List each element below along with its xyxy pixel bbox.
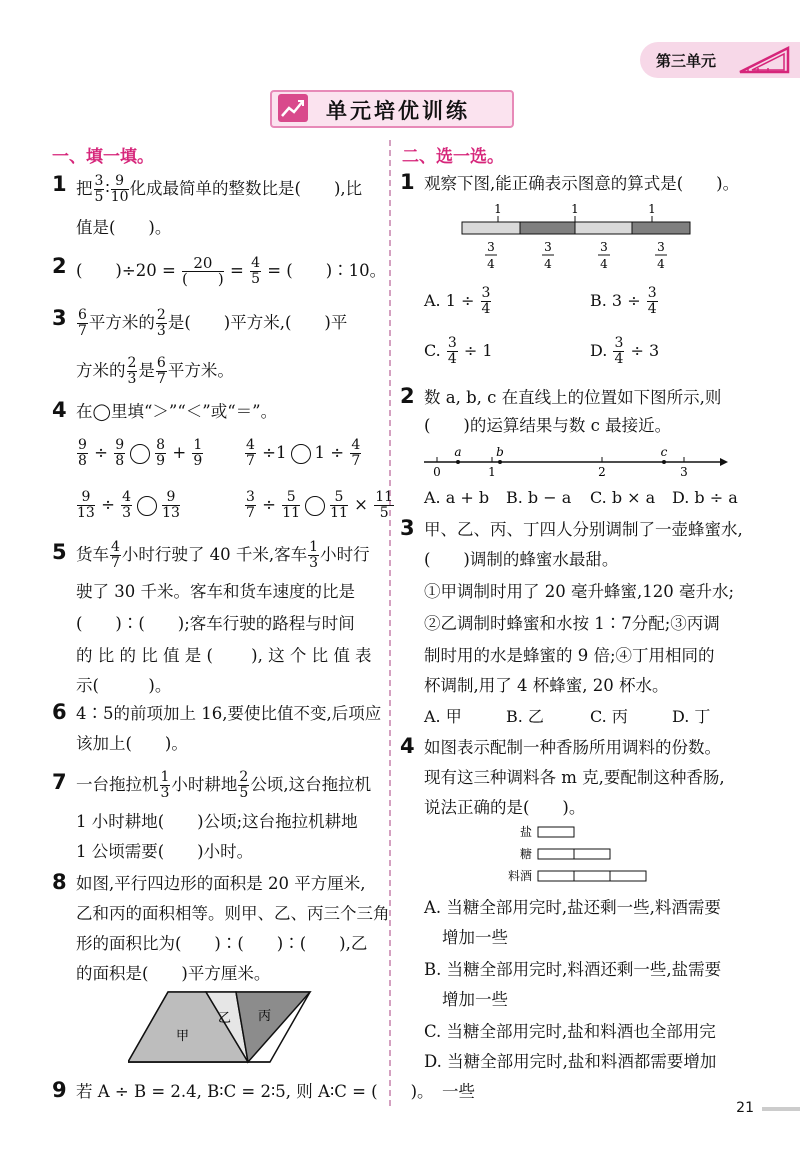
ingredient-bar-part (610, 871, 646, 881)
r-q1-option-d[interactable]: D. $\frac{3}{4}$ ÷ 3 (590, 335, 660, 367)
question-number: 9 (52, 1078, 67, 1102)
r-q3-option-c[interactable]: C. 丙 (590, 707, 628, 726)
label-one: 1 (494, 202, 502, 216)
q8-line4: 的面积是( )平方厘米。 (76, 964, 271, 983)
question-number: 3 (400, 516, 415, 540)
point-label: b (496, 446, 504, 459)
r-q3-line1: 甲、乙、丙、丁四人分别调制了一壶蜂蜜水, (424, 520, 743, 539)
frac-num: 3 (487, 240, 495, 254)
q3-line2: 方米的 $\frac{2}{3}$ 是 $\frac{6}{7}$ 平方米。 (76, 355, 234, 387)
q1-line2: 值是( )。 (76, 218, 172, 237)
section-multiple-choice: 二、选一选。 (402, 147, 504, 167)
q5-line4: 的 比 的 比 值 是 ( ), 这 个 比 值 表 (76, 646, 372, 665)
ingredient-bar-part (574, 871, 610, 881)
r-q2-line2: ( )的运算结果与数 c 最接近。 (424, 416, 672, 435)
page-bar (762, 1107, 800, 1111)
frac-den: 4 (600, 257, 608, 271)
unit-label: 第三单元 (656, 52, 717, 70)
r-q3-line2: ( )调制的蜂蜜水最甜。 (424, 550, 619, 569)
q1-line1: 把 $\frac{3}{5}$ ∶ $\frac{9}{10}$ 化成最简单的整数比是( ),比 (76, 173, 363, 205)
ruler-triangle-icon (736, 44, 796, 76)
compare-circle[interactable] (291, 444, 311, 464)
q5-line1: 货车 $\frac{4}{7}$ 小时行驶了 40 千米,客车 $\frac{1}{3}$ 小时行 (76, 539, 370, 571)
q7-line3: 1 公顷需要( )小时。 (76, 842, 254, 861)
frac-den: 4 (544, 257, 552, 271)
parallelogram-figure (128, 990, 318, 1064)
r-q3-option-b[interactable]: B. 乙 (506, 707, 544, 726)
compare-circle[interactable] (137, 496, 157, 516)
label-yi: 乙 (218, 1011, 232, 1026)
r-q4-option-d-cont: 一些 (442, 1082, 475, 1101)
question-number: 3 (52, 306, 67, 330)
r-q3-line5: 制时用的水是蜂蜜的 9 倍;④丁用相同的 (424, 646, 715, 665)
compare-circle[interactable] (305, 496, 325, 516)
q4-expr-2: $\frac{4}{7}$ ÷1 1 ÷ $\frac{4}{7}$ (246, 437, 361, 469)
r-q2-option-a[interactable]: A. a + b (424, 488, 490, 507)
question-number: 1 (400, 170, 415, 194)
r-q4-option-b-cont: 增加一些 (442, 990, 508, 1009)
q6-line1: 4∶5的前项加上 16,要使比值不变,后项应 (76, 704, 382, 723)
fraction: $\frac{3}{5}$ (94, 173, 104, 205)
q8-line3: 形的面积比为( )∶( )∶( ),乙 (76, 934, 368, 953)
section-fill-in: 一、填一填。 (52, 147, 154, 167)
question-number: 2 (400, 384, 415, 408)
bar-label-salt: 盐 (519, 825, 532, 839)
q4-instruction: 在◯里填“＞”“＜”或“＝”。 (76, 402, 278, 421)
ingredient-bar-part (538, 849, 574, 859)
q5-line3: ( )∶( );客车行驶的路程与时间 (76, 614, 355, 633)
point-label: a (454, 446, 462, 459)
r-q3-line3: ①甲调制时用了 20 毫升蜂蜜,120 毫升水; (424, 582, 735, 601)
r-q4-option-c[interactable]: C. 当糖全部用完时,盐和料酒也全部用完 (424, 1022, 716, 1041)
q2-line1: ( )÷20 = 20 ( ) = $\frac{4}{5}$ = ( )∶10。 (76, 254, 387, 288)
r-q4-line1: 如图表示配制一种香肠所用调料的份数。 (424, 738, 721, 757)
frac-num: 3 (544, 240, 552, 254)
bar-label-sugar: 糖 (519, 847, 532, 861)
label-jia: 甲 (176, 1029, 190, 1044)
r-q4-option-a-cont: 增加一些 (442, 928, 508, 947)
fraction: $\frac{2}{3}$ (156, 307, 166, 339)
q9-line1: 若 A ÷ B = 2.4, B∶C = 2∶5, 则 A∶C = ( )。 (76, 1082, 434, 1101)
fraction: $\frac{4}{5}$ (251, 255, 260, 287)
q8-line2: 乙和丙的面积相等。则甲、乙、丙三个三角 (76, 904, 390, 923)
r-q3-option-d[interactable]: D. 丁 (672, 707, 711, 726)
r-q2-option-c[interactable]: C. b × a (590, 488, 656, 507)
frac-num: 3 (657, 240, 665, 254)
fraction: $\frac{6}{7}$ (78, 307, 87, 339)
question-number: 1 (52, 172, 67, 196)
q4-expr-4: $\frac{3}{7}$ ÷ $\frac{5}{11}$ $\frac{5}{11}$ × $\frac{11}{5}$ (246, 489, 394, 521)
frac-den: 4 (487, 257, 495, 271)
column-divider (389, 140, 391, 1106)
ingredient-bar-part (538, 827, 574, 837)
r-q4-option-b[interactable]: B. 当糖全部用完时,料酒还剩一些,盐需要 (424, 960, 722, 979)
r-q3-option-a[interactable]: A. 甲 (424, 707, 462, 726)
segment-bar-figure (458, 200, 698, 272)
q5-line2: 驶了 30 千米。客车和货车速度的比是 (76, 582, 355, 601)
r-q2-option-b[interactable]: B. b − a (506, 488, 572, 507)
fraction: $\frac{2}{3}$ (127, 355, 137, 387)
r-q4-option-a[interactable]: A. 当糖全部用完时,盐还剩一些,料酒需要 (424, 898, 721, 917)
q4-expr-1: $\frac{9}{8}$ ÷ $\frac{9}{8}$ $\frac{8}{9}$ + $\frac{1}{9}$ (78, 437, 203, 469)
frac-den: 4 (657, 257, 665, 271)
question-number: 4 (52, 398, 67, 422)
question-number: 8 (52, 870, 67, 894)
r-q1-option-b[interactable]: B. 3 ÷ $\frac{3}{4}$ (590, 285, 657, 317)
question-number: 6 (52, 700, 67, 724)
r-q1-option-a[interactable]: A. 1 ÷ $\frac{3}{4}$ (424, 285, 491, 317)
q4-expr-3: $\frac{9}{13}$ ÷ $\frac{4}{3}$ $\frac{9}{13}$ (77, 489, 180, 521)
point-label: c (660, 446, 668, 459)
unit-tab (640, 42, 800, 78)
r-q4-line3: 说法正确的是( )。 (424, 798, 586, 817)
q6-line2: 该加上( )。 (76, 734, 188, 753)
ingredient-bar-part (538, 871, 574, 881)
number-line-figure (420, 446, 730, 480)
tick-label: 1 (488, 465, 496, 479)
compare-circle[interactable] (130, 444, 150, 464)
q8-line1: 如图,平行四边形的面积是 20 平方厘米, (76, 874, 366, 893)
fraction: $\frac{6}{7}$ (156, 355, 166, 387)
q7-line2: 1 小时耕地( )公顷;这台拖拉机耕地 (76, 812, 358, 831)
page-title: 单元培优训练 (326, 99, 470, 123)
fraction: 20 ( ) (182, 254, 224, 288)
r-q1-option-c[interactable]: C. $\frac{3}{4}$ ÷ 1 (424, 335, 493, 367)
page-number: 21 (736, 1100, 754, 1116)
q5-line5: 示( )。 (76, 676, 172, 695)
r-q3-line4: ②乙调制时蜂蜜和水按 1∶7分配;③丙调 (424, 614, 720, 633)
question-number: 4 (400, 734, 415, 758)
label-one: 1 (648, 202, 656, 216)
fraction: $\frac{9}{10}$ (110, 173, 129, 205)
tick-label: 2 (598, 465, 606, 479)
tick-label: 0 (433, 465, 441, 479)
q3-line1: $\frac{6}{7}$ 平方米的 $\frac{2}{3}$ 是( )平方米,( )平 (78, 307, 348, 339)
question-number: 7 (52, 770, 67, 794)
bar-label-wine: 料酒 (507, 869, 532, 883)
r-q2-option-d[interactable]: D. b ÷ a (672, 488, 738, 507)
r-q1-text: 观察下图,能正确表示图意的算式是( )。 (424, 174, 740, 193)
page-title-box (270, 90, 514, 128)
ingredient-bar-figure (496, 822, 656, 888)
r-q4-line2: 现有这三种调料各 m 克,要配制这种香肠, (424, 768, 725, 787)
ingredient-bar-part (574, 849, 610, 859)
r-q4-option-d[interactable]: D. 当糖全部用完时,盐和料酒都需要增加 (424, 1052, 717, 1071)
r-q3-line6: 杯调制,用了 4 杯蜂蜜, 20 杯水。 (424, 676, 669, 695)
frac-num: 3 (600, 240, 608, 254)
q7-line1: 一台拖拉机 $\frac{1}{3}$ 小时耕地 $\frac{2}{5}$ 公顷,这台拖拉机 (76, 769, 372, 801)
chart-trend-icon (278, 94, 308, 122)
question-number: 5 (52, 540, 67, 564)
tick-label: 3 (680, 465, 688, 479)
label-bing: 丙 (258, 1009, 272, 1024)
label-one: 1 (571, 202, 579, 216)
question-number: 2 (52, 254, 67, 278)
r-q2-line1: 数 a, b, c 在直线上的位置如下图所示,则 (424, 388, 722, 407)
